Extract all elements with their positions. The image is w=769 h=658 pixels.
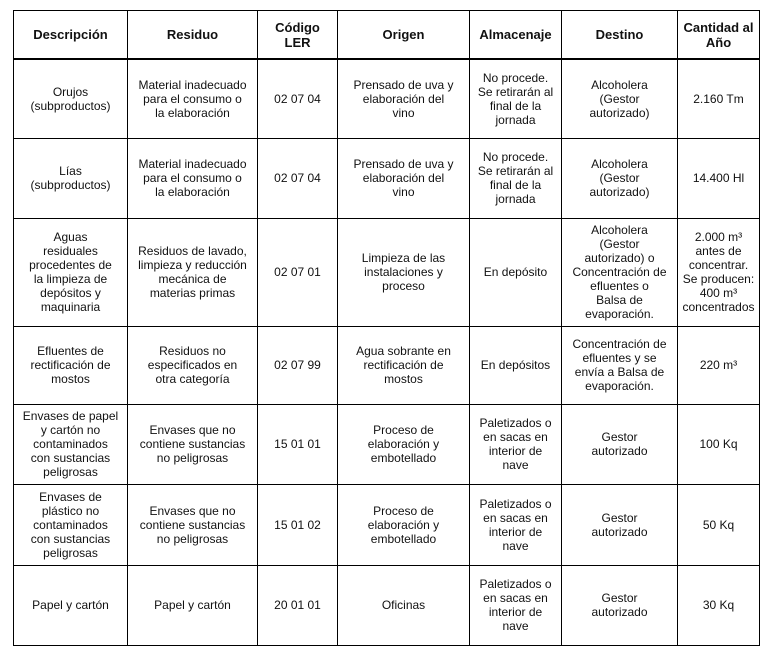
cell-almacenaje: En depósitos	[470, 326, 562, 404]
cell-codigo-ler: 15 01 01	[258, 404, 338, 484]
waste-table	[13, 10, 760, 646]
cell-origen: Prensado de uva y elaboración del vino	[338, 138, 470, 218]
table-row	[14, 484, 760, 565]
cell-destino: Alcoholera (Gestor autorizado)	[562, 59, 678, 138]
cell-origen: Proceso de elaboración y embotellado	[338, 404, 470, 484]
cell-residuo: Residuos de lavado, limpieza y reducción mecánica de materias primas	[128, 218, 258, 326]
cell-residuo: Papel y cartón	[128, 565, 258, 645]
cell-almacenaje: Paletizados o en sacas en interior de nave	[470, 484, 562, 565]
cell-descripcion: Aguas residuales procedentes de la limpieza de depósitos y maquinaria	[14, 218, 128, 326]
cell-destino: Gestor autorizado	[562, 404, 678, 484]
cell-codigo-ler: 02 07 99	[258, 326, 338, 404]
cell-cantidad: 2.000 m³ antes de concentrar. Se producen: 400 m³ concentrados	[678, 218, 760, 326]
cell-destino: Concentración de efluentes y se envía a Balsa de evaporación.	[562, 326, 678, 404]
cell-almacenaje: En depósito	[470, 218, 562, 326]
cell-descripcion: Orujos (subproductos)	[14, 59, 128, 138]
header-row	[14, 11, 760, 60]
cell-residuo: Residuos no especificados en otra categoría	[128, 326, 258, 404]
document-page	[13, 10, 759, 646]
cell-codigo-ler: 02 07 04	[258, 138, 338, 218]
table-row	[14, 326, 760, 404]
cell-almacenaje: Paletizados o en sacas en interior de nave	[470, 565, 562, 645]
cell-codigo-ler: 15 01 02	[258, 484, 338, 565]
header-descripcion: Descripción	[14, 11, 128, 60]
header-almacenaje: Almacenaje	[470, 11, 562, 60]
cell-cantidad: 50 Kq	[678, 484, 760, 565]
cell-cantidad: 30 Kq	[678, 565, 760, 645]
table-row	[14, 218, 760, 326]
cell-origen: Limpieza de las instalaciones y proceso	[338, 218, 470, 326]
cell-residuo: Material inadecuado para el consumo o la elaboración	[128, 138, 258, 218]
cell-destino: Alcoholera (Gestor autorizado)	[562, 138, 678, 218]
header-residuo: Residuo	[128, 11, 258, 60]
cell-descripcion: Papel y cartón	[14, 565, 128, 645]
cell-residuo: Envases que no contiene sustancias no peligrosas	[128, 484, 258, 565]
cell-cantidad: 220 m³	[678, 326, 760, 404]
header-cantidad: Cantidad al Año	[678, 11, 760, 60]
cell-almacenaje: No procede. Se retirarán al final de la jornada	[470, 138, 562, 218]
cell-codigo-ler: 02 07 04	[258, 59, 338, 138]
cell-descripcion: Lías (subproductos)	[14, 138, 128, 218]
cell-destino: Gestor autorizado	[562, 565, 678, 645]
cell-descripcion: Envases de papel y cartón no contaminados con sustancias peligrosas	[14, 404, 128, 484]
header-destino: Destino	[562, 11, 678, 60]
table-header	[14, 11, 760, 60]
cell-residuo: Material inadecuado para el consumo o la elaboración	[128, 59, 258, 138]
table-row	[14, 565, 760, 645]
cell-almacenaje: Paletizados o en sacas en interior de nave	[470, 404, 562, 484]
cell-origen: Prensado de uva y elaboración del vino	[338, 59, 470, 138]
cell-codigo-ler: 02 07 01	[258, 218, 338, 326]
cell-destino: Gestor autorizado	[562, 484, 678, 565]
cell-cantidad: 14.400 Hl	[678, 138, 760, 218]
header-codigo-ler: Código LER	[258, 11, 338, 60]
header-origen: Origen	[338, 11, 470, 60]
cell-descripcion: Efluentes de rectificación de mostos	[14, 326, 128, 404]
cell-origen: Oficinas	[338, 565, 470, 645]
cell-codigo-ler: 20 01 01	[258, 565, 338, 645]
cell-origen: Agua sobrante en rectificación de mostos	[338, 326, 470, 404]
table-body	[14, 59, 760, 645]
cell-cantidad: 2.160 Tm	[678, 59, 760, 138]
table-row	[14, 59, 760, 138]
cell-origen: Proceso de elaboración y embotellado	[338, 484, 470, 565]
cell-destino: Alcoholera (Gestor autorizado) o Concentración de efluentes o Balsa de evaporación.	[562, 218, 678, 326]
table-row	[14, 138, 760, 218]
table-row	[14, 404, 760, 484]
cell-almacenaje: No procede. Se retirarán al final de la jornada	[470, 59, 562, 138]
cell-residuo: Envases que no contiene sustancias no peligrosas	[128, 404, 258, 484]
cell-cantidad: 100 Kq	[678, 404, 760, 484]
cell-descripcion: Envases de plástico no contaminados con sustancias peligrosas	[14, 484, 128, 565]
